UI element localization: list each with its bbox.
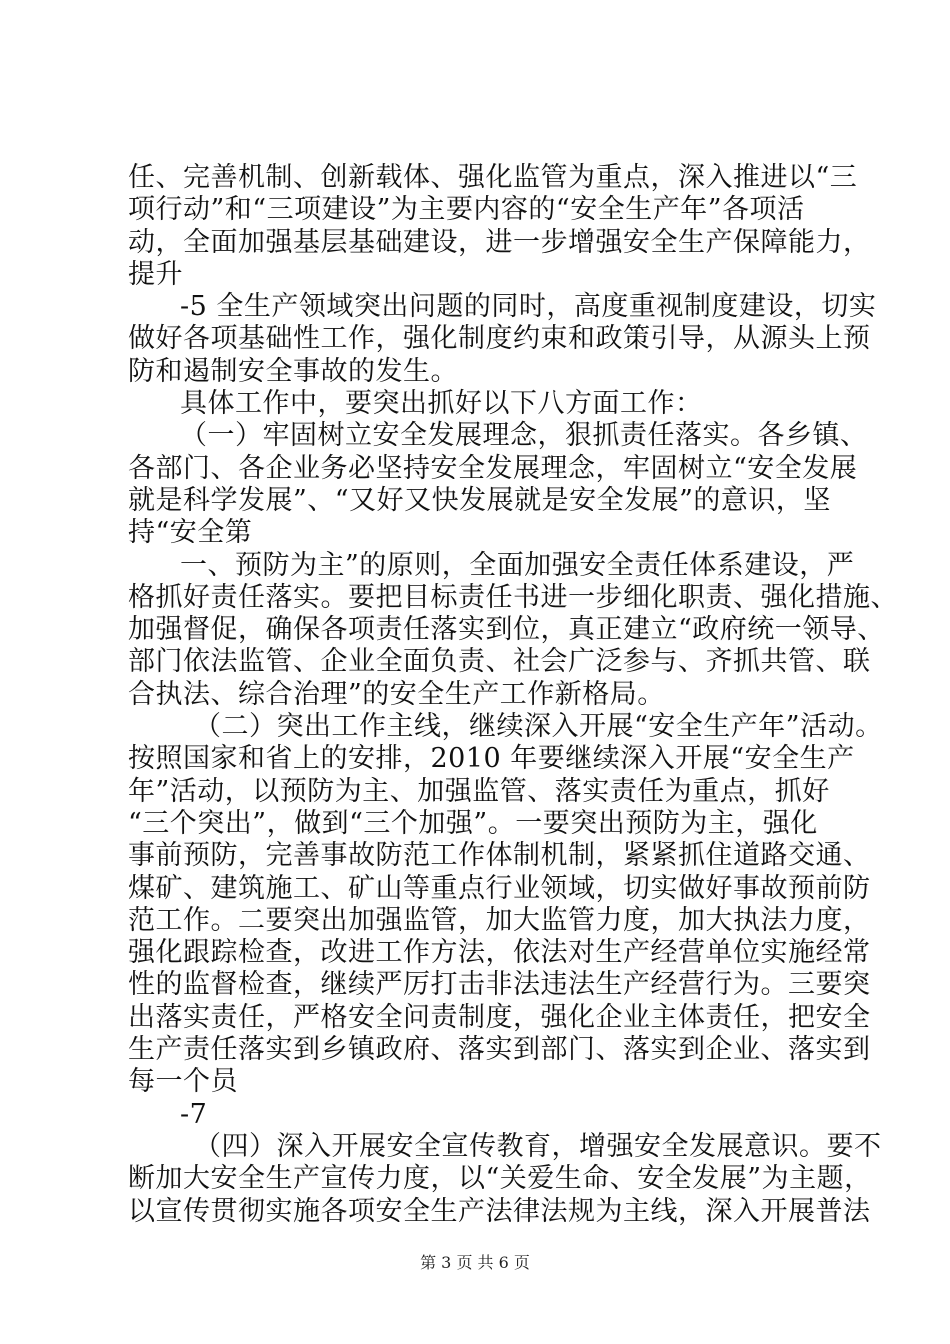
- text-line: 加强督促，确保各项责任落实到位，真正建立“政府统一领导、: [128, 614, 885, 646]
- text-line: 出落实责任，严格安全问责制度，强化企业主体责任，把安全: [128, 1001, 871, 1033]
- text-line: 年”活动，以预防为主、加强监管、落实责任为重点，抓好: [128, 775, 830, 807]
- text-line: 按照国家和省上的安排，2010 年要继续深入开展“安全生产: [128, 743, 855, 775]
- text-line: 各部门、各企业务必坚持安全发展理念，牢固树立“安全发展: [128, 452, 858, 484]
- text-line: 持“安全第: [128, 517, 253, 549]
- text-line: 以宣传贯彻实施各项安全生产法律法规为主线，深入开展普法: [128, 1195, 871, 1227]
- page-footer: 第 3 页 共 6 页: [420, 1253, 530, 1272]
- text-line: 性的监督检查，继续严厉打击非法违法生产经营行为。三要突: [128, 969, 871, 1001]
- text-line: -5 全生产领域突出问题的同时，高度重视制度建设，切实: [180, 291, 877, 323]
- text-line: 生产责任落实到乡镇政府、落实到部门、落实到企业、落实到: [128, 1034, 871, 1066]
- text-line: 每一个员: [128, 1066, 238, 1098]
- text-line: 动，全面加强基层基础建设，进一步增强安全生产保障能力，: [128, 226, 871, 258]
- text-line: 一、预防为主”的原则，全面加强安全责任体系建设，严: [180, 549, 855, 581]
- text-line: 部门依法监管、企业全面负责、社会广泛参与、齐抓共管、联: [128, 646, 871, 678]
- text-line: 合执法、综合治理”的安全生产工作新格局。: [128, 678, 665, 710]
- text-line: 任、完善机制、创新载体、强化监管为重点，深入推进以“三: [128, 162, 858, 193]
- text-line: 项行动”和“三项建设”为主要内容的“安全生产年”各项活: [128, 194, 805, 226]
- text-line: 强化跟踪检查，改进工作方法，依法对生产经营单位实施经常: [128, 937, 871, 969]
- text-line: （一）牢固树立安全发展理念，狠抓责任落实。各乡镇、: [180, 420, 868, 452]
- text-line: 做好各项基础性工作，强化制度约束和政策引导，从源头上预: [128, 323, 871, 355]
- text-line: （二）突出工作主线，继续深入开展“安全生产年”活动。: [194, 711, 883, 743]
- text-line: -7: [180, 1098, 208, 1130]
- text-line: 就是科学发展”、“又好又快发展就是安全发展”的意识，坚: [128, 484, 831, 516]
- text-line: “三个突出”，做到“三个加强”。一要突出预防为主，强化: [128, 807, 818, 839]
- text-line: 防和遏制安全事故的发生。: [128, 355, 458, 387]
- text-line: 断加大安全生产宣传力度，以“关爱生命、安全发展”为主题，: [128, 1163, 872, 1195]
- text-line: 煤矿、建筑施工、矿山等重点行业领域，切实做好事故预前防: [128, 872, 871, 904]
- text-line: 提升: [128, 258, 183, 290]
- text-line: 范工作。二要突出加强监管，加大监管力度，加大执法力度，: [128, 904, 871, 936]
- text-line: 格抓好责任落实。要把目标责任书进一步细化职责、强化措施、: [128, 581, 898, 613]
- text-line: 事前预防，完善事故防范工作体制机制，紧紧抓住道路交通、: [128, 840, 871, 872]
- text-line: 具体工作中，要突出抓好以下八方面工作：: [180, 388, 703, 420]
- document-body: [128, 162, 898, 1228]
- text-line: （四）深入开展安全宣传教育，增强安全发展意识。要不: [194, 1130, 882, 1162]
